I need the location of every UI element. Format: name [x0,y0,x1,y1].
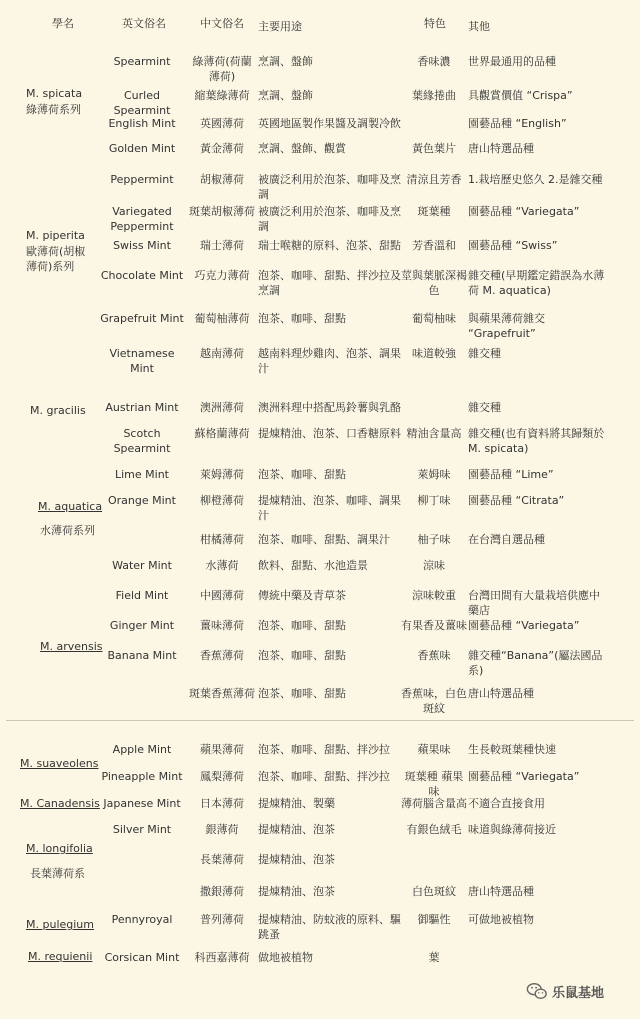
cell-cn: 葡萄柚薄荷 [194,312,250,325]
cell-other: 味道與綠薄荷接近 [468,823,556,836]
cell-feature: 御驅性 [417,913,451,926]
cell-cn: 黃金薄荷 [200,142,244,155]
cell-en: Field Mint [115,589,169,602]
cell-cn: 中國薄荷 [200,589,244,602]
header-english: 英文俗名 [122,17,166,30]
cell-other: 可做地被植物 [468,913,534,926]
cell-other: 不適合直接食用 [468,797,545,810]
cell-cn: 日本薄荷 [200,797,244,810]
cell-other: 生長較斑葉種快速 [468,743,556,756]
group-aquatica-latin: M. aquatica [38,500,103,513]
cell-en: Scotch Spearmint [113,427,171,455]
cell-feature: 香味濃 [417,55,451,68]
group-spicata-latin: M. spicata [26,87,83,100]
cell-cn: 水薄荷 [205,559,239,572]
cell-en: Grapefruit Mint [100,312,184,325]
cell-cn: 蘇格蘭薄荷 [194,427,250,440]
cell-cn: 瑞士薄荷 [200,239,244,252]
cell-feature: 斑葉種 蘋果味 [404,770,464,798]
cell-cn: 蘋果薄荷 [200,743,244,756]
cell-en: Pennyroyal [111,913,173,926]
cell-use: 提煉精油、泡茶 [258,885,335,898]
cell-use: 泡茶、咖啡、甜點 [258,687,346,700]
cell-other: 雜交種“Banana”(屬法國品系) [468,649,603,677]
cell-use: 做地被植物 [258,951,313,964]
group-requienii-latin: M. requienii [28,950,93,963]
cell-use: 瑞士喉糖的原料、泡茶、甜點 [258,239,401,252]
cell-other: 台灣田間有大量栽培供應中藥店 [468,589,600,617]
cell-feature: 薄荷腦含量高 [401,797,467,810]
cell-use: 泡茶、咖啡、甜點 [258,468,346,481]
cell-en: Austrian Mint [105,401,179,414]
cell-feature: 香蕉味 [417,649,451,662]
cell-cn: 胡椒薄荷 [200,173,244,186]
header-chinese: 中文俗名 [200,17,244,30]
cell-en: Chocolate Mint [100,269,184,282]
group-aquatica-cn: 水薄荷系列 [40,524,95,537]
cell-cn: 香蕉薄荷 [200,649,244,662]
cell-cn: 澳洲薄荷 [200,401,244,414]
cell-en: English Mint [108,117,176,130]
cell-en: Spearmint [113,55,171,68]
cell-other: 雜交種 [468,347,501,360]
cell-cn: 薑味薄荷 [200,619,244,632]
cell-cn: 越南薄荷 [200,347,244,360]
group-gracilis-latin: M. gracilis [30,404,86,417]
cell-cn: 科西嘉薄荷 [194,951,250,964]
wechat-icon [526,980,548,1002]
group-piperita-latin: M. piperita [26,229,85,242]
cell-en: Vietnamese Mint [109,347,175,375]
cell-feature: 精油含量高 [406,427,462,440]
cell-feature: 黃色葉片 [412,142,456,155]
cell-cn: 銀薄荷 [205,823,239,836]
cell-other: 與蘋果薄荷雜交 “Grapefruit” [468,312,545,340]
cell-use: 提煉精油、泡茶 [258,853,335,866]
watermark [526,980,626,1002]
cell-use: 泡茶、咖啡、甜點 [258,619,346,632]
group-piperita-cn: 歐薄荷(胡椒薄荷)系列 [26,245,86,273]
cell-other: 園藝品種 “Variegata” [468,770,580,783]
cell-feature: 有果香及薑味 [401,619,467,632]
cell-feature: 柳丁味 [417,494,451,507]
cell-feature: 莖與葉脈深褐色 [401,269,467,297]
cell-feature: 味道較強 [412,347,456,360]
cell-use: 越南料理炒雞肉、泡茶、調果汁 [258,347,401,375]
cell-feature: 有銀色絨毛 [406,823,462,836]
header-use: 主要用途 [258,20,302,33]
cell-use: 提煉精油、防蚊液的原料、驅跳蚤 [258,913,401,941]
cell-en: Variegated Peppermint [110,205,174,233]
cell-other: 1.栽培歷史悠久 2.是雜交種 [468,173,603,186]
cell-cn: 斑葉胡椒薄荷 [189,205,255,218]
header-feature: 特色 [424,17,446,30]
cell-cn: 英國薄荷 [200,117,244,130]
group-canadensis-latin: M. Canadensis [20,797,100,810]
cell-feature: 香蕉味，白色斑紋 [401,687,467,715]
cell-use: 泡茶、咖啡、甜點 [258,312,346,325]
cell-cn: 鳳梨薄荷 [200,770,244,783]
cell-en: Water Mint [112,559,172,572]
cell-en: Pineapple Mint [101,770,183,783]
cell-en: Peppermint [110,173,174,186]
cell-use: 提煉精油、泡茶、口香糖原料 [258,427,401,440]
cell-use: 傳統中藥及青草茶 [258,589,346,602]
cell-use: 澳洲料理中搭配馬鈴薯與乳酪 [258,401,401,414]
cell-cn: 綠薄荷(荷蘭薄荷) [192,55,252,83]
cell-feature: 葡萄柚味 [412,312,456,325]
group-arvensis-latin: M. arvensis [40,640,103,653]
header-other: 其他 [468,20,490,33]
cell-use: 泡茶、咖啡、甜點、拌沙拉 [258,770,390,783]
cell-use: 提煉精油、泡茶 [258,823,335,836]
cell-feature: 涼味 [423,559,445,572]
section-divider [6,720,634,721]
header-scientific: 學名 [52,17,74,30]
cell-feature: 萊姆味 [417,468,451,481]
cell-other: 園藝品種 “Citrata” [468,494,565,507]
cell-other: 園藝品種 “Lime” [468,468,554,481]
cell-cn: 柳橙薄荷 [200,494,244,507]
cell-en: Orange Mint [108,494,176,507]
cell-use: 泡茶、咖啡、甜點 [258,649,346,662]
cell-other: 具觀賞價值 “Crispa” [468,89,573,102]
cell-other: 園藝品種 “Swiss” [468,239,558,252]
cell-other: 園藝品種 “English” [468,117,567,130]
cell-feature: 葉 [428,951,440,964]
cell-use: 泡茶、咖啡、甜點、拌沙拉 [258,743,390,756]
cell-cn: 撒銀薄荷 [200,885,244,898]
cell-cn: 巧克力薄荷 [194,269,250,282]
cell-cn: 柑橘薄荷 [200,533,244,546]
cell-en: Japanese Mint [103,797,181,810]
cell-cn: 長葉薄荷 [200,853,244,866]
cell-en: Apple Mint [112,743,172,756]
watermark-text: 乐鼠基地 [552,985,605,1001]
cell-en: Swiss Mint [113,239,171,252]
cell-en: Banana Mint [107,649,177,662]
cell-use: 泡茶、咖啡、甜點、調果汁 [258,533,390,546]
cell-other: 唐山特選品種 [468,687,534,700]
cell-en: Curled Spearmint [113,89,171,117]
cell-other: 園藝品種 “Variegata” [468,619,580,632]
cell-other: 雜交種 [468,401,501,414]
cell-cn: 斑葉香蕉薄荷 [189,687,255,700]
cell-en: Corsican Mint [104,951,180,964]
cell-en: Ginger Mint [109,619,175,632]
cell-en: Lime Mint [115,468,169,481]
cell-use: 烹調、盤飾、觀賞 [258,142,346,155]
cell-feature: 芳香溫和 [412,239,456,252]
cell-other: 雜交種(也有資料將其歸類於M. spicata) [468,427,605,455]
group-suaveolens-latin: M. suaveolens [20,757,99,770]
cell-use: 提煉精油、泡茶、咖啡、調果汁 [258,494,401,522]
cell-feature: 涼味較重 [412,589,456,602]
cell-use: 提煉精油、製藥 [258,797,335,810]
cell-use: 被廣泛利用於泡茶、咖啡及烹調 [258,173,401,201]
group-pulegium-latin: M. pulegium [26,918,94,931]
group-longifolia-latin: M. longifolia [26,842,93,855]
cell-use: 被廣泛利用於泡茶、咖啡及烹調 [258,205,401,233]
cell-other: 雜交種(早期鑑定錯誤為水薄荷 M. aquatica) [468,269,605,297]
cell-cn: 普列薄荷 [200,913,244,926]
cell-feature: 清涼且芳香 [406,173,462,186]
cell-other: 唐山特選品種 [468,142,534,155]
cell-other: 世界最通用的品種 [468,55,556,68]
cell-feature: 斑葉種 [417,205,451,218]
cell-use: 烹調、盤飾 [258,89,313,102]
cell-feature: 白色斑紋 [412,885,456,898]
group-spicata-cn: 綠薄荷系列 [26,103,81,116]
cell-feature: 柚子味 [417,533,451,546]
cell-use: 飲料、甜點、水池造景 [258,559,368,572]
cell-use: 英國地區製作果醬及調製冷飲 [258,117,401,130]
cell-feature: 葉緣捲曲 [412,89,456,102]
cell-other: 園藝品種 “Variegata” [468,205,580,218]
cell-other: 唐山特選品種 [468,885,534,898]
cell-en: Golden Mint [108,142,176,155]
group-longifolia-cn: 長葉薄荷系 [30,867,85,880]
cell-cn: 萊姆薄荷 [200,468,244,481]
cell-feature: 蘋果味 [417,743,451,756]
cell-use: 泡茶、咖啡、甜點、拌沙拉及烹調 [258,269,401,297]
cell-cn: 縮葉綠薄荷 [194,89,250,102]
cell-en: Silver Mint [112,823,172,836]
cell-use: 烹調、盤飾 [258,55,313,68]
cell-other: 在台灣自選品種 [468,533,545,546]
